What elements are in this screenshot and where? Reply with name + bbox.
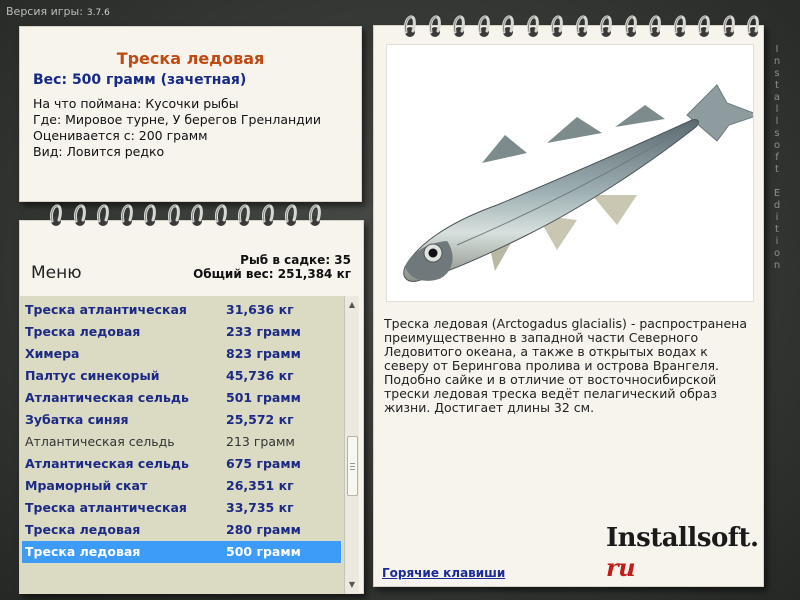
fish-name: Химера — [25, 346, 80, 361]
logo-text: Installsoft. — [606, 523, 759, 553]
version-label: Версия игры: — [6, 5, 83, 18]
spiral-ring-icon — [427, 13, 443, 39]
spiral-ring-icon — [623, 13, 639, 39]
catch-stats — [193, 253, 351, 281]
fish-description: Треска ледовая (Arctogadus glacialis) - распространена преимущественно в западной части Северного Ледовитого океана, а также в открытых водах к северу от Берингова пролива и острова Врангеля. Подобно сайке и в отличие от восточносибирской трески ледовая треска ведёт пелагический образ жизни. Достигает длины 32 см. — [384, 316, 747, 415]
list-item[interactable] — [22, 431, 341, 453]
fish-weight-value: 26,351 кг — [226, 478, 294, 493]
list-item[interactable] — [22, 365, 341, 387]
fish-name: Треска ледовая — [25, 522, 141, 537]
spiral-ring-icon — [745, 13, 761, 39]
spiral-ring-icon — [672, 13, 688, 39]
fish-weight: Вес: 500 грамм (зачетная) — [33, 72, 247, 88]
fish-list[interactable] — [20, 296, 344, 594]
spiral-ring-icon — [166, 202, 182, 228]
fish-count: Рыб в садке: 35 — [240, 253, 351, 267]
spiral-ring-icon — [402, 13, 418, 39]
fish-weight-value: 823 грамм — [226, 346, 301, 361]
catch-details — [33, 96, 321, 160]
menu-title: Меню — [31, 263, 82, 283]
fish-weight-value: 675 грамм — [226, 456, 301, 471]
spiral-ring-icon — [260, 202, 276, 228]
fish-name: Треска ледовая — [25, 324, 141, 339]
list-item[interactable] — [22, 343, 341, 365]
fish-name: Зубатка синяя — [25, 412, 129, 427]
edition-watermark: I n s t a l l s o f t E d i t i o n — [773, 44, 781, 271]
catch-info-card — [19, 26, 362, 202]
spiral-ring-icon — [48, 202, 64, 228]
fish-weight-value: 31,636 кг — [226, 302, 294, 317]
fish-weight-value: 501 грамм — [226, 390, 301, 405]
spiral-ring-icon — [236, 202, 252, 228]
list-item[interactable] — [22, 519, 341, 541]
scroll-up-icon[interactable]: ▲ — [348, 300, 356, 309]
fish-name: Атлантическая сельдь — [25, 456, 189, 471]
total-weight: Общий вес: 251,384 кг — [193, 267, 351, 281]
menu-card — [19, 220, 364, 594]
list-item[interactable] — [22, 299, 341, 321]
spiral-ring-icon — [476, 13, 492, 39]
location-line: Где: Мировое турне, У берегов Гренландии — [33, 112, 322, 127]
fish-weight-value: 280 грамм — [226, 522, 301, 537]
fish-name: Треска ледовая — [25, 544, 141, 559]
spiral-ring-icon — [598, 13, 614, 39]
fish-weight-value: 213 грамм — [226, 434, 295, 449]
fish-weight-value: 25,572 кг — [226, 412, 294, 427]
fish-name: Палтус синекорый — [25, 368, 160, 383]
list-item-selected[interactable] — [22, 541, 341, 563]
spiral-ring-icon — [189, 202, 205, 228]
list-item[interactable] — [22, 453, 341, 475]
list-item[interactable] — [22, 321, 341, 343]
species-rarity-line: Вид: Ловится редко — [33, 144, 165, 159]
fish-name: Атлантическая сельдь — [25, 434, 175, 449]
spiral-ring-icon — [721, 13, 737, 39]
spiral-ring-icon — [283, 202, 299, 228]
list-item[interactable] — [22, 409, 341, 431]
spiral-ring-icon — [451, 13, 467, 39]
list-item[interactable] — [22, 497, 341, 519]
scroll-down-icon[interactable]: ▼ — [348, 580, 356, 589]
fish-weight-value: 500 грамм — [226, 544, 301, 559]
list-item[interactable] — [22, 475, 341, 497]
fish-illustration-icon — [387, 45, 753, 301]
spiral-ring-icon — [142, 202, 158, 228]
spiral-ring-icon — [95, 202, 111, 228]
caught-on-line: На что поймана: Кусочки рыбы — [33, 96, 239, 111]
spiral-ring-icon — [500, 13, 516, 39]
fish-photo — [386, 44, 754, 302]
spiral-ring-icon — [213, 202, 229, 228]
rated-from-line: Оценивается с: 200 грамм — [33, 128, 208, 143]
fish-weight-value: 233 грамм — [226, 324, 301, 339]
list-item[interactable] — [22, 387, 341, 409]
fish-weight-value: 45,736 кг — [226, 368, 294, 383]
fish-name: Атлантическая сельдь — [25, 390, 189, 405]
spiral-ring-icon — [119, 202, 135, 228]
installsoft-logo — [606, 523, 763, 583]
fish-title: Треска ледовая — [116, 49, 265, 68]
spiral-ring-icon — [525, 13, 541, 39]
spiral-ring-icon — [307, 202, 323, 228]
spiral-ring-icon — [549, 13, 565, 39]
spiral-ring-icon — [574, 13, 590, 39]
hotkeys-link[interactable]: Горячие клавиши — [382, 566, 506, 580]
version-number: 3.7.6 — [86, 8, 110, 18]
fish-detail-card — [373, 25, 764, 587]
fish-name: Мраморный скат — [25, 478, 148, 493]
game-version — [6, 5, 110, 18]
fish-name: Треска атлантическая — [25, 500, 187, 515]
list-scrollbar[interactable] — [344, 296, 359, 594]
spiral-ring-icon — [72, 202, 88, 228]
spiral-ring-icon — [647, 13, 663, 39]
fish-name: Треска атлантическая — [25, 302, 187, 317]
fish-weight-value: 33,735 кг — [226, 500, 294, 515]
logo-ru: ru — [606, 553, 636, 582]
spiral-ring-icon — [696, 13, 712, 39]
scroll-thumb[interactable] — [347, 436, 358, 496]
